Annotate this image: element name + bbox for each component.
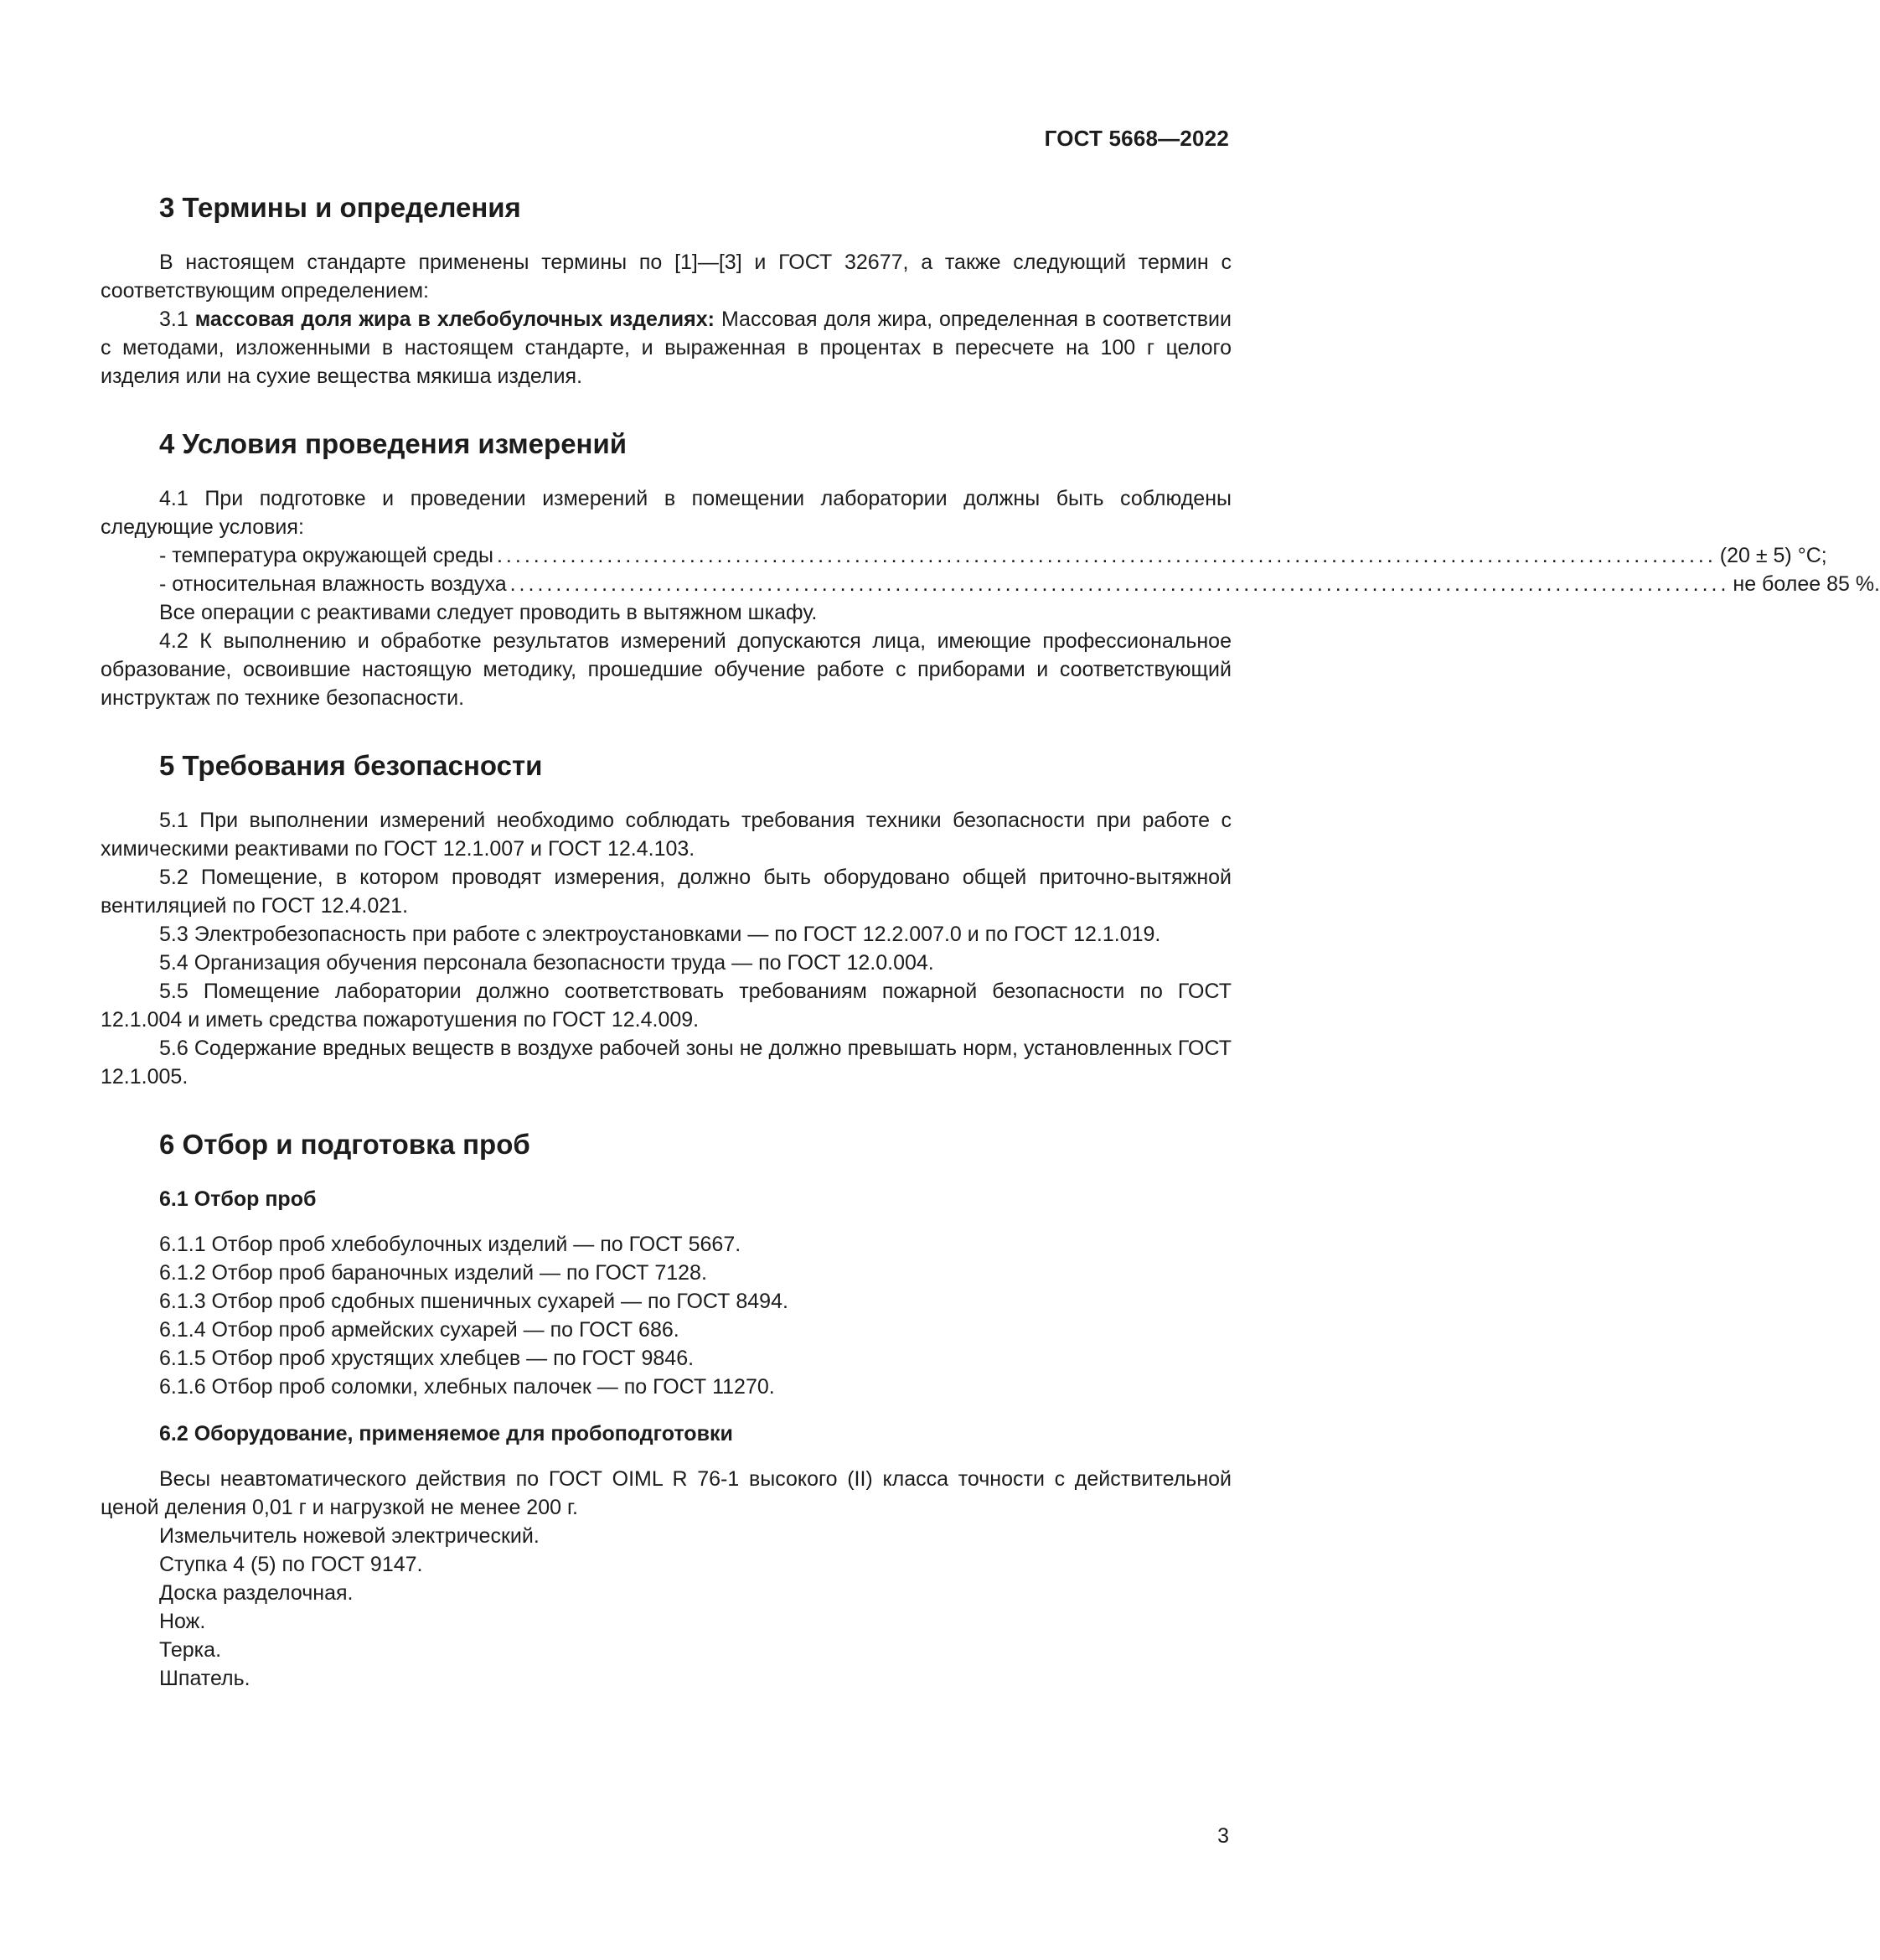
condition-label: - температура окружающей среды	[159, 544, 493, 567]
clause-4-2: 4.2 К выполнению и обработке результатов измерений допускаются лица, имеющие профессиональное образование, освоившие настоящую методику, прошедшие обучение работе с приборами и соответствующий инструктаж по технике безопасности.	[101, 629, 1232, 710]
subsection-6-1-title: 6.1 Отбор проб	[159, 1187, 317, 1211]
equipment-scales: Весы неавтоматического действия по ГОСТ OIML R 76-1 высокого (II) класса точности с действительной ценой деления 0,01 г и нагрузкой не менее 200 г.	[101, 1467, 1232, 1519]
clause-5-2: 5.2 Помещение, в котором проводят измерения, должно быть оборудовано общей приточно-вытяжной вентиляцией по ГОСТ 12.4.021.	[101, 866, 1232, 918]
list-item: 6.1.5 Отбор проб хрустящих хлебцев — по ГОСТ 9846.	[159, 1347, 695, 1370]
list-item: Шпатель.	[159, 1667, 250, 1690]
condition-temperature	[101, 541, 1827, 570]
list-item: Нож.	[159, 1610, 206, 1633]
list-item: 6.1.4 Отбор проб армейских сухарей — по ГОСТ 686.	[159, 1318, 679, 1342]
reagents-note: Все операции с реактивами следует проводить в вытяжном шкафу.	[159, 601, 818, 624]
condition-label: - относительная влажность воздуха	[159, 572, 507, 596]
dot-leader: .....................................................................................................................................	[509, 572, 1730, 596]
clause-5-5: 5.5 Помещение лаборатории должно соответствовать требованиям пожарной безопасности по ГОСТ 12.1.004 и иметь средства пожаротушения по ГОСТ 12.4.009.	[101, 980, 1232, 1032]
list-item: 6.1.6 Отбор проб соломки, хлебных палочек — по ГОСТ 11270.	[159, 1375, 775, 1399]
list-item: Доска разделочная.	[159, 1581, 354, 1605]
condition-humidity	[101, 570, 1880, 598]
clause-4-1: 4.1 При подготовке и проведении измерений в помещении лаборатории должны быть соблюдены следующие условия:	[101, 487, 1232, 539]
dot-leader: .....................................................................................................................................	[496, 544, 1717, 567]
document-code: ГОСТ 5668—2022	[1044, 126, 1229, 151]
clause-5-3: 5.3 Электробезопасность при работе с электроустановками — по ГОСТ 12.2.007.0 и по ГОСТ 12.1.019.	[159, 923, 1161, 946]
condition-value: (20 ± 5) °С;	[1719, 544, 1827, 567]
subsection-6-2-title: 6.2 Оборудование, применяемое для пробоподготовки	[159, 1422, 733, 1445]
list-item: 6.1.3 Отбор проб сдобных пшеничных сухарей — по ГОСТ 8494.	[159, 1290, 788, 1313]
section-3-title: 3 Термины и определения	[159, 192, 521, 223]
section-3-intro: В настоящем стандарте применены термины по [1]—[3] и ГОСТ 32677, а также следующий термин с соответствующим определением:	[101, 251, 1232, 303]
list-item: Измельчитель ножевой электрический.	[159, 1524, 540, 1548]
definition-number: 3.1	[159, 308, 189, 331]
page-number: 3	[1217, 1824, 1229, 1848]
list-item: 6.1.1 Отбор проб хлебобулочных изделий — по ГОСТ 5667.	[159, 1233, 741, 1256]
list-item: Терка.	[159, 1638, 222, 1662]
section-5-title: 5 Требования безопасности	[159, 750, 543, 781]
definition-3-1	[101, 305, 1232, 390]
clause-5-6: 5.6 Содержание вредных веществ в воздухе рабочей зоны не должно превышать норм, установленных ГОСТ 12.1.005.	[101, 1037, 1232, 1089]
clause-5-1: 5.1 При выполнении измерений необходимо соблюдать требования техники безопасности при работе с химическими реактивами по ГОСТ 12.1.007 и ГОСТ 12.4.103.	[101, 809, 1232, 861]
section-6-title: 6 Отбор и подготовка проб	[159, 1129, 530, 1160]
definition-term: массовая доля жира в хлебобулочных изделиях:	[194, 308, 715, 331]
definition-text: Массовая доля жира, определенная в соответствии с методами, изложенными в настоящем стандарте, и выраженная в процентах в пересчете на 100 г целого изделия или на сухие вещества мякиша изделия.	[101, 308, 1232, 388]
condition-value: не более 85 %.	[1733, 572, 1880, 596]
list-item: 6.1.2 Отбор проб бараночных изделий — по ГОСТ 7128.	[159, 1261, 707, 1285]
document-body	[101, 191, 1880, 1693]
clause-5-4: 5.4 Организация обучения персонала безопасности труда — по ГОСТ 12.0.004.	[159, 951, 934, 975]
section-4-title: 4 Условия проведения измерений	[159, 428, 628, 459]
list-item: Ступка 4 (5) по ГОСТ 9147.	[159, 1553, 423, 1576]
